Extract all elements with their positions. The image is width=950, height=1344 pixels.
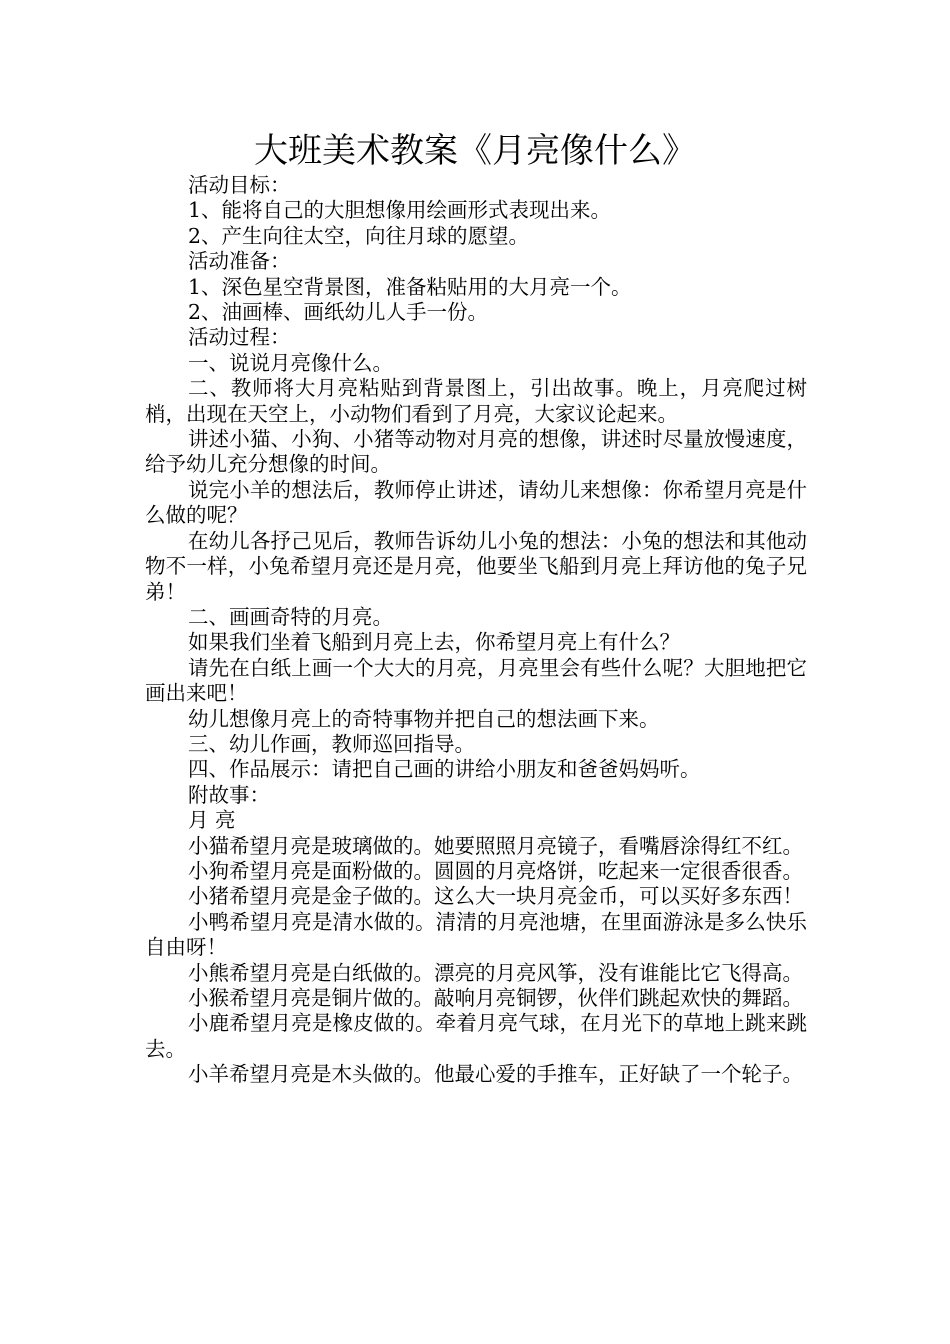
paragraph: 请先在白纸上画一个大大的月亮，月亮里会有些什么呢？大胆地把它画出来吧！: [145, 655, 807, 706]
paragraph: 在幼儿各抒己见后，教师告诉幼儿小兔的想法：小兔的想法和其他动物不一样，小兔希望月亮还是月亮，他要坐飞船到月亮上拜访他的兔子兄弟！: [145, 528, 807, 604]
paragraph: 幼儿想像月亮上的奇特事物并把自己的想法画下来。: [188, 706, 660, 731]
document-title: 大班美术教案《月亮像什么》: [254, 131, 696, 171]
document-body: [145, 173, 807, 1088]
paragraph: 1、能将自己的大胆想像用绘画形式表现出来。: [188, 198, 612, 223]
paragraph: 一、说说月亮像什么。: [188, 350, 393, 375]
paragraph: 活动目标：: [188, 173, 291, 197]
paragraph: 小猴希望月亮是铜片做的。敲响月亮铜锣，伙伴们跳起欢快的舞蹈。: [188, 986, 803, 1010]
paragraph: 附故事：: [188, 782, 270, 807]
paragraph: 四、作品展示：请把自己画的讲给小朋友和爸爸妈妈听。: [188, 757, 701, 782]
paragraph: 二、画画奇特的月亮。: [188, 604, 393, 629]
paragraph: 小羊希望月亮是木头做的。他最心爱的手推车，正好缺了一个轮子。: [188, 1062, 803, 1087]
paragraph: 月 亮: [188, 808, 236, 833]
paragraph: 小猪希望月亮是金子做的。这么大一块月亮金币，可以买好多东西！: [188, 884, 803, 909]
paragraph: 小鹿希望月亮是橡皮做的。牵着月亮气球，在月光下的草地上跳来跳去。: [145, 1011, 807, 1061]
paragraph: 活动准备：: [188, 249, 291, 274]
paragraph: 讲述小猫、小狗、小猪等动物对月亮的想像，讲述时尽量放慢速度，给予幼儿充分想像的时间。: [145, 427, 807, 477]
paragraph: 三、幼儿作画，教师巡回指导。: [188, 731, 475, 756]
paragraph: 小狗希望月亮是面粉做的。圆圆的月亮烙饼，吃起来一定很香很香。: [188, 858, 803, 883]
paragraph: 说完小羊的想法后，教师停止讲述，请幼儿来想像：你希望月亮是什么做的呢？: [145, 477, 807, 528]
paragraph: 小猫希望月亮是玻璃做的。她要照照月亮镜子，看嘴唇涂得红不红。: [188, 833, 803, 858]
paragraph: 2、油画棒、画纸幼儿人手一份。: [188, 300, 489, 325]
paragraph: 如果我们坐着飞船到月亮上去，你希望月亮上有什么？: [188, 630, 680, 655]
paragraph: 活动过程：: [188, 325, 291, 350]
paragraph: 2、产生向往太空，向往月球的愿望。: [188, 223, 530, 248]
paragraph: 二、教师将大月亮粘贴到背景图上，引出故事。晚上，月亮爬过树梢，出现在天空上，小动物们看到了月亮，大家议论起来。: [145, 376, 807, 426]
paragraph: 小熊希望月亮是白纸做的。漂亮的月亮风筝，没有谁能比它飞得高。: [188, 960, 803, 985]
paragraph: 小鸭希望月亮是清水做的。清清的月亮池塘，在里面游泳是多么快乐自由呀！: [145, 909, 807, 960]
paragraph: 1、深色星空背景图，准备粘贴用的大月亮一个。: [188, 274, 632, 299]
